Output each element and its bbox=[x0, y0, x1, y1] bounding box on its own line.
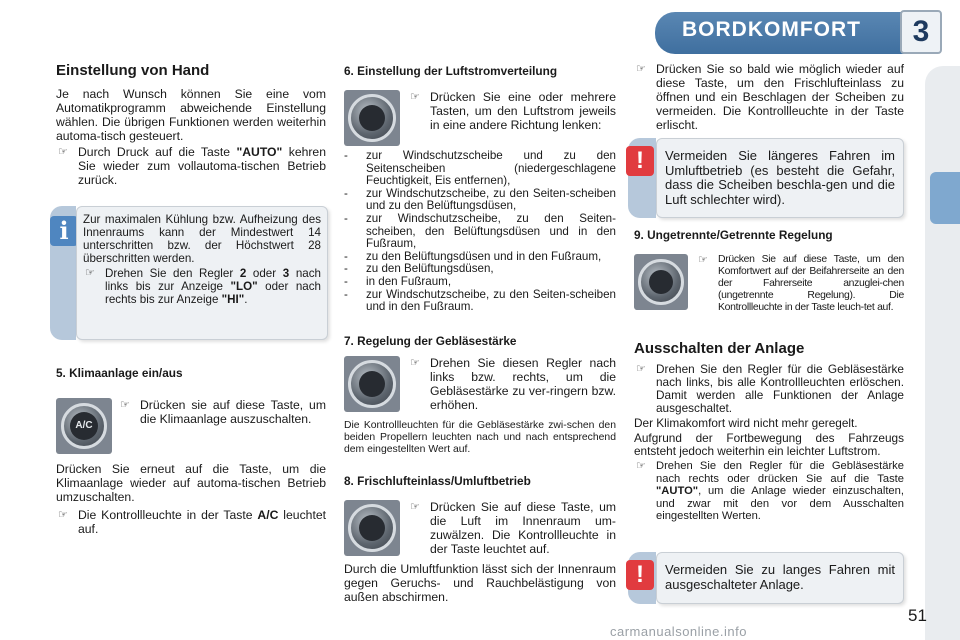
section-7-title: 7. Regelung der Gebläsestärke bbox=[344, 334, 517, 348]
chapter-number: 3 bbox=[912, 15, 930, 48]
info-icon: i bbox=[50, 216, 78, 246]
list-item: - zu den Belüftungsdüsen und in den Fußraum, bbox=[344, 249, 602, 263]
section-5-title: 5. Klimaanlage ein/aus bbox=[56, 366, 183, 380]
switch-off-section bbox=[634, 340, 904, 523]
manual-setting-intro: Je nach Wunsch können Sie eine vom Automatikprogramm abweichende Einstellung wählen. Die übrigen Funktionen werden weiterhin automa-tisch gesteuert. bbox=[56, 87, 326, 143]
ac-paragraph: Drücken Sie erneut auf die Taste, um die Klimaanlage wieder auf automa-tischen Betrieb umzuschalten. bbox=[56, 462, 326, 504]
recirculation-paragraph: Durch die Umluftfunktion lässt sich der Innenraum gegen Geruchs- und Rauchbelästigung von außen abschirmen. bbox=[344, 562, 616, 604]
section-8-title: 8. Frischlufteinlass/Umluftbetrieb bbox=[344, 474, 531, 488]
switch-on-bullet: ☞ Drehen Sie den Regler für die Gebläsestärke nach rechts oder drücken Sie auf die Taste "AUTO", um die Anlage wieder einzuschalten, und zwar mit den vor dem Ausschalten eingestellten Werten. bbox=[636, 460, 904, 522]
info-box-text: Zur maximalen Kühlung bzw. Aufheizung des Innenraums kann der Mindestwert 14 unterschritten bzw. der Höchstwert 28 überschritten werden. bbox=[83, 213, 321, 265]
info-box bbox=[76, 206, 328, 340]
warning-icon: ! bbox=[626, 146, 654, 176]
recirculation-button-image bbox=[344, 500, 400, 556]
pointing-hand-icon: ☞ bbox=[410, 91, 420, 103]
list-item: - zu den Belüftungsdüsen, bbox=[344, 262, 494, 276]
list-item: - zur Windschutzscheibe, zu den Seiten-scheiben, den Belüftungsdüsen und in den Fußraum, bbox=[344, 211, 616, 251]
pointing-hand-icon: ☞ bbox=[85, 267, 95, 279]
chapter-badge bbox=[900, 10, 942, 54]
warning-text: Vermeiden Sie zu langes Fahren mit ausgeschalteter Anlage. bbox=[665, 562, 895, 592]
list-item: - in den Fußraum, bbox=[344, 274, 452, 288]
fan-speed-knob-image bbox=[344, 356, 400, 412]
ac-button-image bbox=[56, 398, 112, 454]
ac-led-bullet: ☞ Die Kontrollleuchte in der Taste A/C leuchtet auf. bbox=[58, 508, 326, 536]
warning-text: Vermeiden Sie längeres Fahren im Umluftbetrieb (es besteht die Gefahr, dass die Scheiben beschla-gen und die Luft schlechter wird). bbox=[665, 148, 895, 207]
pointing-hand-icon: ☞ bbox=[698, 254, 708, 266]
fan-speed-bullet: ☞ Drehen Sie diesen Regler nach links bzw. rechts, um die Gebläsestärke zu ver-ringern bzw. erhöhen. bbox=[410, 356, 616, 412]
page-number: 51 bbox=[908, 606, 927, 625]
pointing-hand-icon: ☞ bbox=[410, 357, 420, 369]
air-distribution-list bbox=[344, 150, 616, 314]
pointing-hand-icon: ☞ bbox=[636, 363, 646, 375]
fresh-air-bullet: ☞ Drücken Sie so bald wie möglich wieder auf diese Taste, um den Frischlufteinlass zu öffnen und ein Beschlagen der Scheiben zu vermeiden. Die Kontrollleuchte in der Taste erlischt. bbox=[636, 62, 904, 132]
section-9 bbox=[634, 228, 904, 248]
fan-speed-note: Die Kontrollleuchten für die Gebläsestärke zwi-schen den beiden Propellern leuchten nach und nach entsprechend dem eingestellten Wert auf. bbox=[344, 420, 616, 455]
recirculation-bullet: ☞ Drücken Sie auf diese Taste, um die Luft im Innenraum um-zuwälzen. Die Kontrollleuchte in der Taste leuchtet auf. bbox=[410, 500, 616, 556]
switch-off-para-2: Aufgrund der Fortbewegung des Fahrzeugs entsteht jedoch weiterhin ein leichter Luftstrom. bbox=[634, 431, 904, 458]
section-6-title: 6. Einstellung der Luftstromverteilung bbox=[344, 64, 558, 78]
ac-bullet: ☞ Drücken sie auf diese Taste, um die Klimaanlage auszuschalten. bbox=[120, 398, 326, 426]
watermark: carmanualsonline.info bbox=[610, 624, 747, 639]
warning-box-recirculation bbox=[656, 138, 904, 218]
section-5 bbox=[56, 366, 326, 386]
info-box-bullet: ☞ Drehen Sie den Regler 2 oder 3 nach links bis zur Anzeige "LO" oder nach rechts bis zur Anzeige "HI". bbox=[85, 267, 321, 306]
switch-off-bullet: ☞ Drehen Sie den Regler für die Gebläsestärke nach links, bis alle Kontrollleuchten erlöschen. Damit werden alle Funktionen der Anlage ausgeschaltet. bbox=[636, 362, 904, 415]
pointing-hand-icon: ☞ bbox=[410, 501, 420, 513]
left-column bbox=[56, 62, 326, 187]
side-tab-active bbox=[930, 172, 960, 224]
manual-setting-heading: Einstellung von Hand bbox=[56, 62, 210, 79]
air-distribution-bullet: ☞ Drücken Sie eine oder mehrere Tasten, um den Luftstrom jeweils in eine andere Richtung lenken: bbox=[410, 90, 616, 132]
warning-box-system-off bbox=[656, 552, 904, 604]
side-tab-strip bbox=[925, 66, 960, 640]
section-6 bbox=[344, 64, 616, 84]
section-9-title: 9. Ungetrennte/Getrennte Regelung bbox=[634, 228, 833, 242]
list-item: - zur Windschutzscheibe, zu den Seiten-scheiben und in den Fußraum. bbox=[344, 287, 616, 314]
page-title: BORDKOMFORT bbox=[682, 18, 861, 41]
pointing-hand-icon: ☞ bbox=[58, 146, 68, 158]
pointing-hand-icon: ☞ bbox=[636, 63, 646, 75]
pointing-hand-icon: ☞ bbox=[120, 399, 130, 411]
pointing-hand-icon: ☞ bbox=[58, 509, 68, 521]
switch-off-heading: Ausschalten der Anlage bbox=[634, 340, 805, 357]
list-item: - zur Windschutzscheibe, zu den Seiten-scheiben und zu den Belüftungsdüsen, bbox=[344, 186, 616, 213]
auto-bullet: ☞ Durch Druck auf die Taste "AUTO" kehren Sie wieder zum vollautoma-tischen Betrieb zurück. bbox=[58, 145, 326, 187]
list-item: - zur Windschutzscheibe und zu den Seitenscheiben (niedergeschlagene Feuchtigkeit, Eis entfernen), bbox=[344, 149, 616, 188]
dual-zone-bullet: ☞ Drücken Sie auf diese Taste, um den Komfortwert auf der Beifahrerseite an den der Fahrerseite anzuglei-chen (ungetrennte Regelung). Die Kontrollleuchte in der Taste leuch-tet auf. bbox=[698, 254, 904, 313]
pointing-hand-icon: ☞ bbox=[636, 460, 646, 472]
warning-icon: ! bbox=[626, 560, 654, 590]
switch-off-para-1: Der Klimakomfort wird nicht mehr geregelt. bbox=[634, 416, 858, 430]
ac-label: A/C bbox=[75, 420, 93, 431]
section-8 bbox=[344, 474, 616, 494]
section-7 bbox=[344, 334, 616, 354]
air-distribution-image bbox=[344, 90, 400, 146]
dual-zone-button-image bbox=[634, 254, 688, 310]
